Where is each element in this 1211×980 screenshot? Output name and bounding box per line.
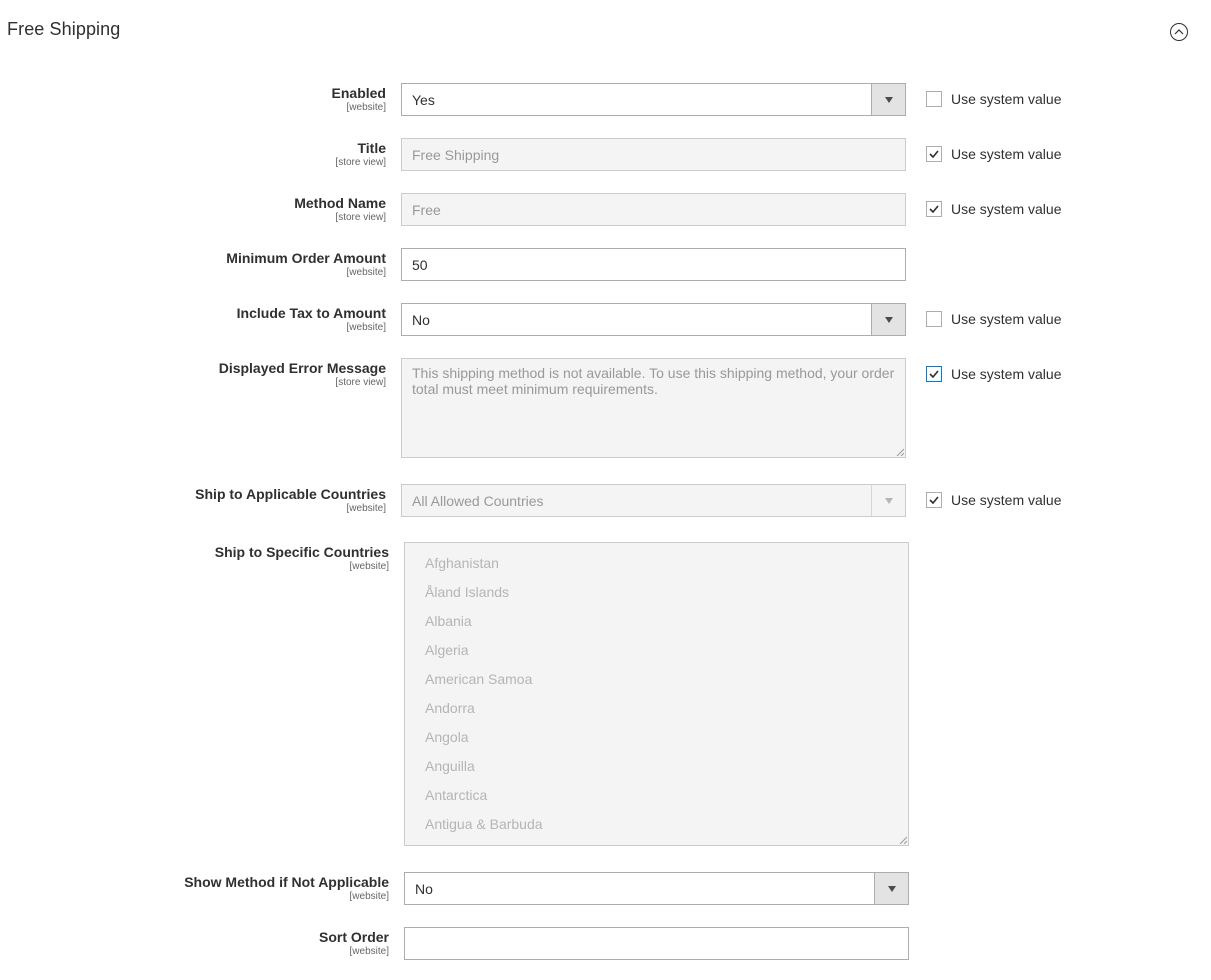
- field-label: [26, 360, 386, 389]
- sort-order-input[interactable]: [404, 927, 909, 960]
- list-item[interactable]: Antarctica: [425, 787, 488, 803]
- field-label: [26, 486, 386, 515]
- checkbox-label: Use system value: [951, 91, 1062, 107]
- method-name-input[interactable]: [401, 193, 906, 226]
- enabled-use-system-value[interactable]: [926, 91, 1061, 107]
- error-message-textarea[interactable]: [401, 358, 906, 458]
- checkbox-label: Use system value: [951, 146, 1062, 162]
- label-name: Include Tax to Amount: [236, 305, 386, 321]
- error-message-use-system-value[interactable]: [926, 366, 1061, 382]
- list-item[interactable]: Angola: [425, 729, 469, 745]
- label-name: Show Method if Not Applicable: [184, 874, 389, 890]
- checkbox-label: Use system value: [951, 311, 1062, 327]
- dropdown-arrow: [871, 304, 905, 335]
- section-title: Free Shipping: [7, 19, 121, 39]
- specific-countries-multiselect[interactable]: [404, 542, 909, 846]
- list-item[interactable]: Afghanistan: [425, 555, 499, 571]
- resize-grip-icon[interactable]: [896, 448, 904, 456]
- chevron-up-icon: [1174, 29, 1184, 35]
- label-scope: [website]: [349, 561, 389, 572]
- dropdown-arrow: [871, 84, 905, 115]
- label-scope: [store view]: [335, 157, 386, 168]
- collapse-section-button[interactable]: [1170, 23, 1188, 41]
- label-name: Title: [357, 140, 386, 156]
- title-input[interactable]: [401, 138, 906, 171]
- label-name: Enabled: [331, 85, 386, 101]
- checkmark-icon: [929, 150, 939, 158]
- field-label: [26, 305, 386, 334]
- list-item[interactable]: Antigua & Barbuda: [425, 816, 543, 832]
- label-scope: [website]: [349, 891, 389, 902]
- checkbox[interactable]: [926, 201, 942, 217]
- label-name: Displayed Error Message: [218, 360, 386, 376]
- select-value: No: [412, 311, 430, 328]
- list-item[interactable]: Andorra: [425, 700, 475, 716]
- include-tax-use-system-value[interactable]: [926, 311, 1061, 327]
- label-name: Ship to Applicable Countries: [195, 486, 386, 502]
- textarea-value: This shipping method is not available. To use this shipping method, your order total must meet minimum requirements.: [412, 365, 895, 397]
- triangle-down-icon: [885, 317, 893, 323]
- dropdown-arrow: [874, 873, 908, 904]
- select-value: All Allowed Countries: [412, 492, 544, 509]
- field-label: [26, 140, 386, 169]
- select-value: No: [415, 880, 433, 897]
- title-use-system-value[interactable]: [926, 146, 1061, 162]
- list-item[interactable]: Algeria: [425, 642, 469, 658]
- label-name: Ship to Specific Countries: [214, 544, 389, 560]
- triangle-down-icon: [885, 498, 893, 504]
- field-label: [26, 250, 386, 279]
- label-scope: [website]: [346, 267, 386, 278]
- show-method-select[interactable]: [404, 872, 909, 905]
- checkbox[interactable]: [926, 492, 942, 508]
- label-scope: [website]: [346, 322, 386, 333]
- checkbox[interactable]: [926, 366, 942, 382]
- min-order-amount-input[interactable]: [401, 248, 906, 281]
- checkbox[interactable]: [926, 91, 942, 107]
- list-item[interactable]: American Samoa: [425, 671, 533, 687]
- input-value: Free Shipping: [412, 146, 500, 163]
- field-label: [29, 544, 389, 573]
- checkbox-label: Use system value: [951, 201, 1062, 217]
- field-label: [26, 85, 386, 114]
- list-item[interactable]: Åland Islands: [425, 584, 510, 600]
- label-scope: [store view]: [335, 212, 386, 223]
- checkmark-icon: [929, 496, 939, 504]
- list-item[interactable]: Albania: [425, 613, 472, 629]
- list-item[interactable]: Anguilla: [425, 758, 475, 774]
- field-label: [29, 929, 389, 958]
- checkbox-label: Use system value: [951, 366, 1062, 382]
- select-value: Yes: [412, 91, 435, 108]
- applicable-countries-use-system-value[interactable]: [926, 492, 1061, 508]
- label-scope: [website]: [346, 503, 386, 514]
- checkmark-icon: [929, 370, 939, 378]
- label-scope: [website]: [346, 102, 386, 113]
- checkbox[interactable]: [926, 146, 942, 162]
- include-tax-select[interactable]: [401, 303, 906, 336]
- label-name: Method Name: [294, 195, 386, 211]
- field-label: [29, 874, 389, 903]
- label-name: Sort Order: [318, 929, 389, 945]
- checkmark-icon: [929, 205, 939, 213]
- triangle-down-icon: [885, 97, 893, 103]
- checkbox-label: Use system value: [951, 492, 1062, 508]
- enabled-select[interactable]: [401, 83, 906, 116]
- label-name: Minimum Order Amount: [226, 250, 386, 266]
- label-scope: [store view]: [335, 377, 386, 388]
- dropdown-arrow: [871, 485, 905, 516]
- applicable-countries-select[interactable]: [401, 484, 906, 517]
- checkbox[interactable]: [926, 311, 942, 327]
- method-name-use-system-value[interactable]: [926, 201, 1061, 217]
- resize-grip-icon[interactable]: [899, 836, 907, 844]
- input-value: Free: [412, 201, 441, 218]
- field-label: [26, 195, 386, 224]
- triangle-down-icon: [888, 886, 896, 892]
- input-value: 50: [412, 256, 428, 273]
- label-scope: [website]: [349, 946, 389, 957]
